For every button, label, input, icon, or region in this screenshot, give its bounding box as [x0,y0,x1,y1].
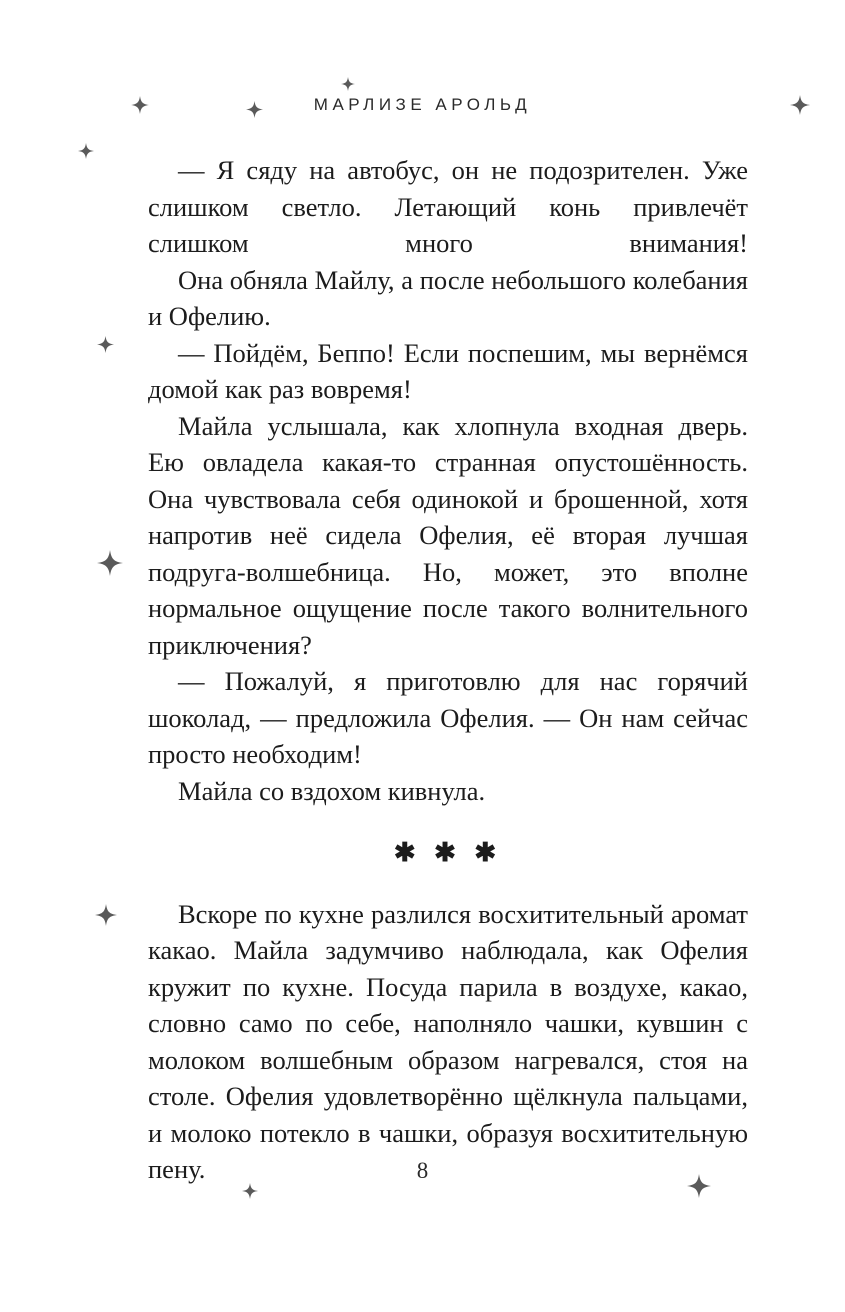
paragraph: Вскоре по кухне разлился восхитительный аромат какао. Майла задумчиво наблюдала, как Офелия кружит по кухне. Посуда парила в воздухе, какао, словно само по себе, наполняло чашки, кувшин с молоком волшебным образом нагревался, стоя на столе. Офелия удовлетворённо щёлкнула пальцами, и молоко потекло в чашки, образуя восхитительную пену. [148,898,748,1184]
sparkle-icon [97,336,114,353]
paragraph: — Пойдём, Беппо! Если поспешим, мы вернёмся домой как раз вовремя! [148,337,748,404]
paragraph: Майла услышала, как хлопнула входная дверь. Ею овладела какая-то странная опустошённость. Она чувствовала себя одинокой и брошенной, хотя напротив неё сидела Офелия, её вторая лучшая подруга-волшебница. Но, может, это вполне нормальное ощущение после такого волнительного приключения? [148,410,748,660]
section-break: ✱ ✱ ✱ [393,838,503,867]
sparkle-icon [78,143,94,159]
sparkle-icon [97,550,123,576]
page-number: 8 [416,1158,429,1183]
paragraph: Она обняла Майлу, а после небольшого колебания и Офелию. [148,264,748,331]
paragraph: — Пожалуй, я приготовлю для нас горячий шоколад, — предложила Офелия. — Он нам сейчас просто необходим! [148,666,748,769]
body-text [148,152,748,1188]
running-head: МАРЛИЗЕ АРОЛЬД [313,95,532,114]
sparkle-icon [95,904,117,926]
paragraph: — Я сяду на автобус, он не подозрителен. Уже слишком светло. Летающий конь привлечёт слишком много внимания! [148,155,748,258]
sparkle-icon [341,77,355,91]
paragraph: Майла со вздохом кивнула. [178,775,486,806]
